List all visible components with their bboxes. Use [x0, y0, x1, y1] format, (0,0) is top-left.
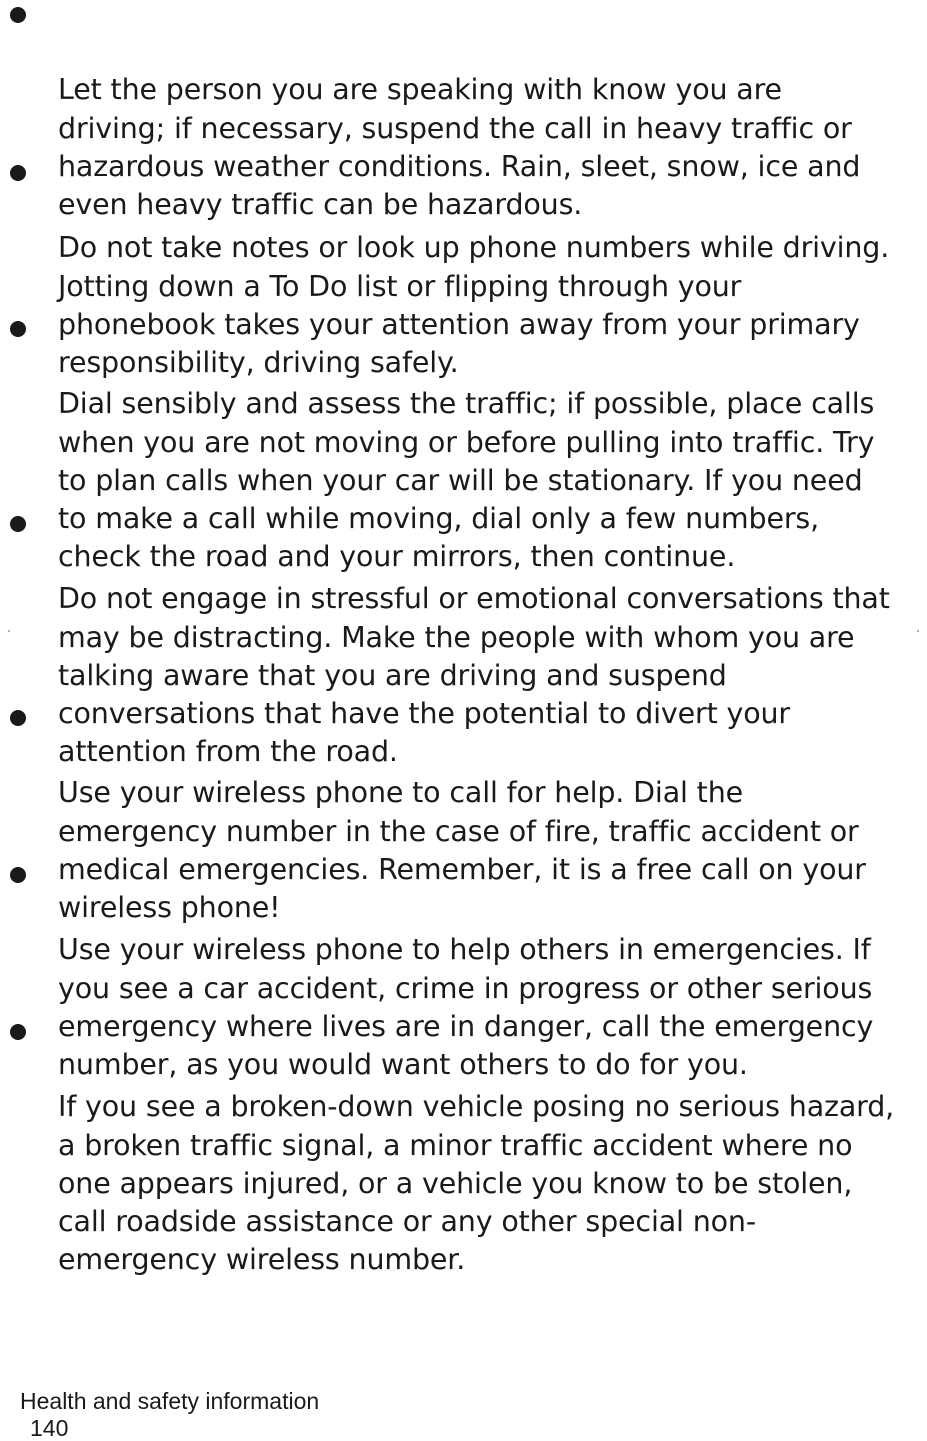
bullet-dot-icon: [10, 1024, 26, 1040]
bullet-dot-icon: [10, 321, 26, 337]
scan-mark-right: [917, 630, 919, 632]
bullet-dot-icon: [10, 516, 26, 532]
bullet-text: If you see a broken-down vehicle posing no serious hazard, a broken traffic signal, a minor traffic accident where no one appears injured, or a vehicle you know to be stolen, call roadside assistance or any other special non- emergency wireless number.: [58, 1090, 895, 1277]
bullet-dot-icon: [10, 867, 26, 883]
bullet-dot-icon: [10, 7, 26, 23]
scan-mark-left: [8, 630, 10, 632]
bullet-text: Do not take notes or look up phone numbers while driving. Jotting down a To Do list or flipping through your phonebook takes your attention away from your primary responsibility, driving safely.: [58, 231, 890, 380]
bullet-text: Let the person you are speaking with know you are driving; if necessary, suspend the call in heavy traffic or hazardous weather conditions. Rain, sleet, snow, ice and even heavy traffic can be hazardous.: [58, 73, 861, 222]
bullet-dot-icon: [10, 710, 26, 726]
bullet-item: [58, 1012, 918, 1279]
bullet-dot-icon: [10, 165, 26, 181]
bullet-text: Use your wireless phone to call for help. Dial the emergency number in the case of fire, traffic accident or medical emergencies. Remember, it is a free call on your wireless phone!: [58, 776, 866, 925]
bullet-text: Use your wireless phone to help others in emergencies. If you see a car accident, crime in progress or other serious emergency where lives are in danger, call the emergency number, as you would want others to do for you.: [58, 933, 874, 1082]
bullet-text: Dial sensibly and assess the traffic; if possible, place calls when you are not moving or before pulling into traffic. Try to plan calls when your car will be stationary. If you need to make a call while moving, dial only a few numbers, check the road and your mirrors, then continue.: [58, 387, 875, 574]
footer-section-title: Health and safety information: [20, 1388, 320, 1414]
page-number: 140: [30, 1415, 69, 1441]
bullet-text: Do not engage in stressful or emotional conversations that may be distracting. Make the people with whom you are talking aware that you are driving and suspend conversations that have the potential to divert your attention from the road.: [58, 582, 890, 769]
